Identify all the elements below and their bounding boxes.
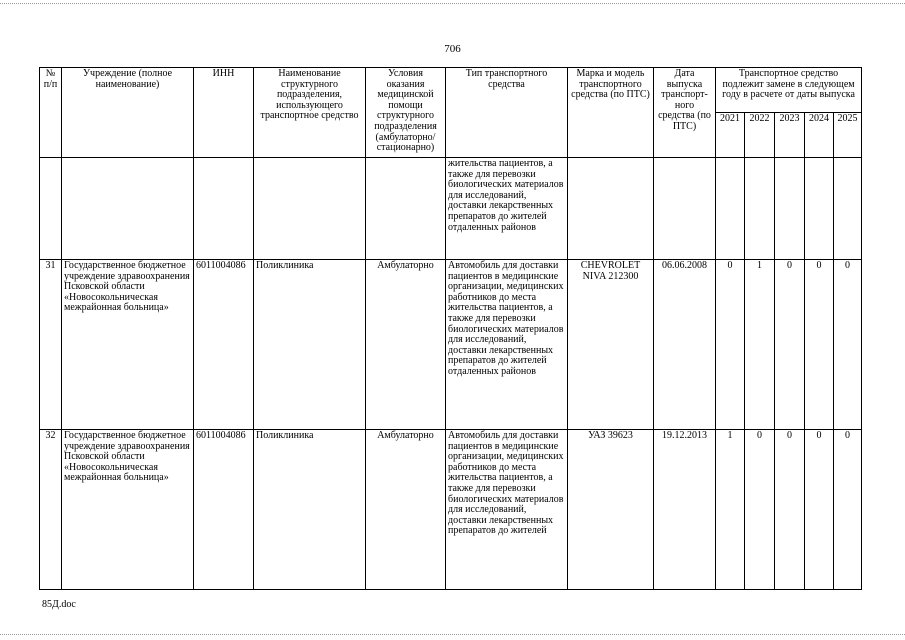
header-replacement: Транспортное средство подлежит замене в следующем году в расчете от даты выпуска bbox=[716, 68, 862, 113]
cell-num: 31 bbox=[40, 260, 62, 430]
cell-date: 06.06.2008 bbox=[654, 260, 716, 430]
cell-year-value: 0 bbox=[805, 430, 834, 590]
header-institution: Учреждение (полное наименование) bbox=[62, 68, 194, 158]
scan-edge-bottom bbox=[0, 634, 905, 635]
header-num: № п/п bbox=[40, 68, 62, 158]
header-year: 2022 bbox=[745, 113, 775, 158]
header-brand: Марка и модель транспортного средства (по ПТС) bbox=[568, 68, 654, 158]
cell-institution: Государственное бюджетное учреждение здравоохранения Псковской области «Новосокольническая межрайонная больница» bbox=[62, 260, 194, 430]
cell-unit: Поликлиника bbox=[254, 430, 366, 590]
table-row-continuation bbox=[40, 158, 862, 260]
footer-filename: 85Д.doc bbox=[42, 599, 76, 610]
cell-date: 19.12.2013 bbox=[654, 430, 716, 590]
cell-year-value: 0 bbox=[834, 260, 862, 430]
cell-inn: 6011004086 bbox=[194, 260, 254, 430]
cell-brand: УАЗ 39623 bbox=[568, 430, 654, 590]
cell-conditions: Амбулаторно bbox=[366, 260, 446, 430]
cell-year-value: 1 bbox=[745, 260, 775, 430]
cell-year-value: 0 bbox=[775, 260, 805, 430]
header-date: Дата выпуска транспорт-ного средства (по ПТС) bbox=[654, 68, 716, 158]
cell-brand: CHEVROLET NIVA 212300 bbox=[568, 260, 654, 430]
header-unit: Наименование структурного подразделения, использующего транспортное средство bbox=[254, 68, 366, 158]
vehicle-table bbox=[39, 67, 862, 590]
cell-inn: 6011004086 bbox=[194, 430, 254, 590]
cell-year-value: 0 bbox=[745, 430, 775, 590]
cell-year-value: 0 bbox=[805, 260, 834, 430]
header-year: 2025 bbox=[834, 113, 862, 158]
header-conditions: Условия оказания медицинской помощи структурного подразделения (амбулаторно/ стационарно) bbox=[366, 68, 446, 158]
scan-edge-top bbox=[0, 3, 905, 4]
cell-institution: Государственное бюджетное учреждение здравоохранения Псковской области «Новосокольническая межрайонная больница» bbox=[62, 430, 194, 590]
cell-year-value: 1 bbox=[716, 430, 745, 590]
cell-vehicle-type: Автомобиль для доставки пациентов в медицинские организации, медицинских работников до места жительства пациентов, а также для перевозки биологических материалов для исследований, доставки лекарственных препаратов до жителей отдаленных районов bbox=[446, 260, 568, 430]
cell-vehicle-type: Автомобиль для доставки пациентов в медицинские организации, медицинских работников до места жительства пациентов, а также для перевозки биологических материалов для исследований, доставки лекарственных препаратов до жителей bbox=[446, 430, 568, 590]
header-row bbox=[40, 68, 862, 113]
cell-conditions: Амбулаторно bbox=[366, 430, 446, 590]
header-year: 2021 bbox=[716, 113, 745, 158]
header-year: 2024 bbox=[805, 113, 834, 158]
header-year: 2023 bbox=[775, 113, 805, 158]
header-inn: ИНН bbox=[194, 68, 254, 158]
page-number: 706 bbox=[444, 43, 461, 55]
table-row bbox=[40, 260, 862, 430]
cell-year-value: 0 bbox=[834, 430, 862, 590]
cell-year-value: 0 bbox=[775, 430, 805, 590]
header-vehicle-type: Тип транспортного средства bbox=[446, 68, 568, 158]
cell-unit: Поликлиника bbox=[254, 260, 366, 430]
cell-vehicle-type: жительства пациентов, а также для перевозки биологических материалов для исследований, доставки лекарственных препаратов до жителей отдаленных районов bbox=[446, 158, 568, 260]
cell-year-value: 0 bbox=[716, 260, 745, 430]
cell-num: 32 bbox=[40, 430, 62, 590]
table-row bbox=[40, 430, 862, 590]
